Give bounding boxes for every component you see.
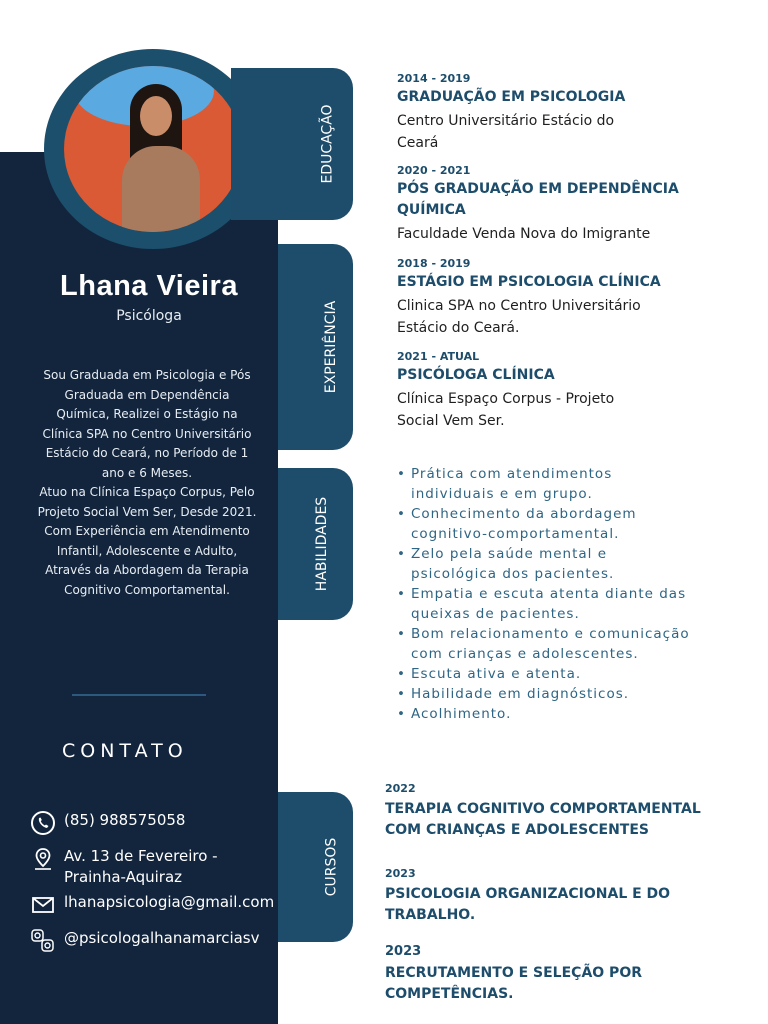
list-item: • Habilidade em diagnósticos.	[397, 684, 697, 704]
list-item: • Empatia e escuta atenta diante das queixas de pacientes.	[397, 584, 697, 624]
entry-place: Clinica SPA no Centro Universitário Estácio do Ceará.	[397, 298, 641, 336]
location-pin-icon	[30, 846, 56, 872]
course-entry	[385, 782, 715, 841]
list-item: • Prática com atendimentos individuais e em grupo.	[397, 464, 697, 504]
sidebar-divider	[72, 694, 206, 696]
tab-education-label: EDUCAÇÃO	[319, 104, 336, 184]
entry-period: 2021 - ATUAL	[397, 350, 480, 363]
list-item: • Zelo pela saúde mental e psicológica dos pacientes.	[397, 544, 697, 584]
email-address[interactable]: lhanapsicologia@gmail.com	[64, 893, 275, 911]
profile-photo	[64, 66, 242, 232]
phone-number[interactable]: (85) 988575058	[64, 811, 186, 829]
tab-skills-label: HABILIDADES	[313, 496, 330, 592]
list-item: • Acolhimento.	[397, 704, 697, 724]
experience-entry	[397, 257, 727, 339]
address-text: Av. 13 de Fevereiro - Prainha-Aquiraz	[64, 847, 218, 886]
contact-title: CONTATO	[62, 740, 188, 762]
list-item: • Bom relacionamento e comunicação com crianças e adolescentes.	[397, 624, 697, 664]
entry-place: Faculdade Venda Nova do Imigrante	[397, 226, 651, 242]
course-year: 2022	[385, 782, 416, 795]
education-entry	[397, 72, 727, 154]
course-entry	[385, 944, 715, 1005]
entry-title: PÓS GRADUAÇÃO EM DEPENDÊNCIA QUÍMICA	[397, 181, 679, 218]
entry-title: PSICÓLOGA CLÍNICA	[397, 367, 555, 383]
tab-experience-label: EXPERIÊNCIA	[322, 300, 339, 394]
profile-name: Lhana Vieira	[60, 270, 238, 302]
skills-list	[397, 464, 697, 724]
envelope-icon	[30, 892, 56, 918]
tab-education	[231, 68, 353, 220]
entry-period: 2018 - 2019	[397, 257, 471, 270]
tab-courses	[278, 792, 353, 942]
course-title: TERAPIA COGNITIVO COMPORTAMENTAL COM CRIANÇAS E ADOLESCENTES	[385, 801, 701, 838]
tab-courses-label: CURSOS	[323, 837, 340, 897]
course-year: 2023	[385, 944, 422, 959]
phone-icon	[30, 810, 56, 836]
education-entry	[397, 164, 727, 245]
profile-summary: Sou Graduada em Psicologia e Pós Graduada em Dependência Química, Realizei o Estágio na Clínica SPA no Centro Universitário Estácio do Ceará, no Período de 1 ano e 6 Meses. Atuo na Clínica Espaço Corpus, Pelo Projeto Social Vem Ser, Desde 2021. Com Experiência em Atendimento Infantil, Adolescente e Adulto, Através da Abordagem da Terapia Cognitivo Comportamental.	[37, 368, 257, 597]
tab-experience	[278, 244, 353, 450]
entry-place: Centro Universitário Estácio do Ceará	[397, 113, 615, 151]
course-year: 2023	[385, 867, 416, 880]
entry-place: Clínica Espaço Corpus - Projeto Social Vem Ser.	[397, 391, 615, 429]
course-title: PSICOLOGIA ORGANIZACIONAL E DO TRABALHO.	[385, 886, 671, 923]
experience-entry	[397, 350, 727, 432]
course-entry	[385, 867, 715, 926]
entry-period: 2014 - 2019	[397, 72, 471, 85]
profile-role: Psicóloga	[116, 308, 182, 324]
course-title: RECRUTAMENTO E SELEÇÃO POR COMPETÊNCIAS.	[385, 965, 642, 1002]
entry-title: ESTÁGIO EM PSICOLOGIA CLÍNICA	[397, 274, 661, 290]
list-item: • Escuta ativa e atenta.	[397, 664, 697, 684]
entry-title: GRADUAÇÃO EM PSICOLOGIA	[397, 89, 626, 105]
instagram-handle[interactable]: @psicologalhanamarciasv	[64, 929, 260, 947]
tab-skills	[278, 468, 353, 620]
instagram-icon	[30, 928, 56, 954]
list-item: • Conhecimento da abordagem cognitivo-comportamental.	[397, 504, 697, 544]
entry-period: 2020 - 2021	[397, 164, 471, 177]
